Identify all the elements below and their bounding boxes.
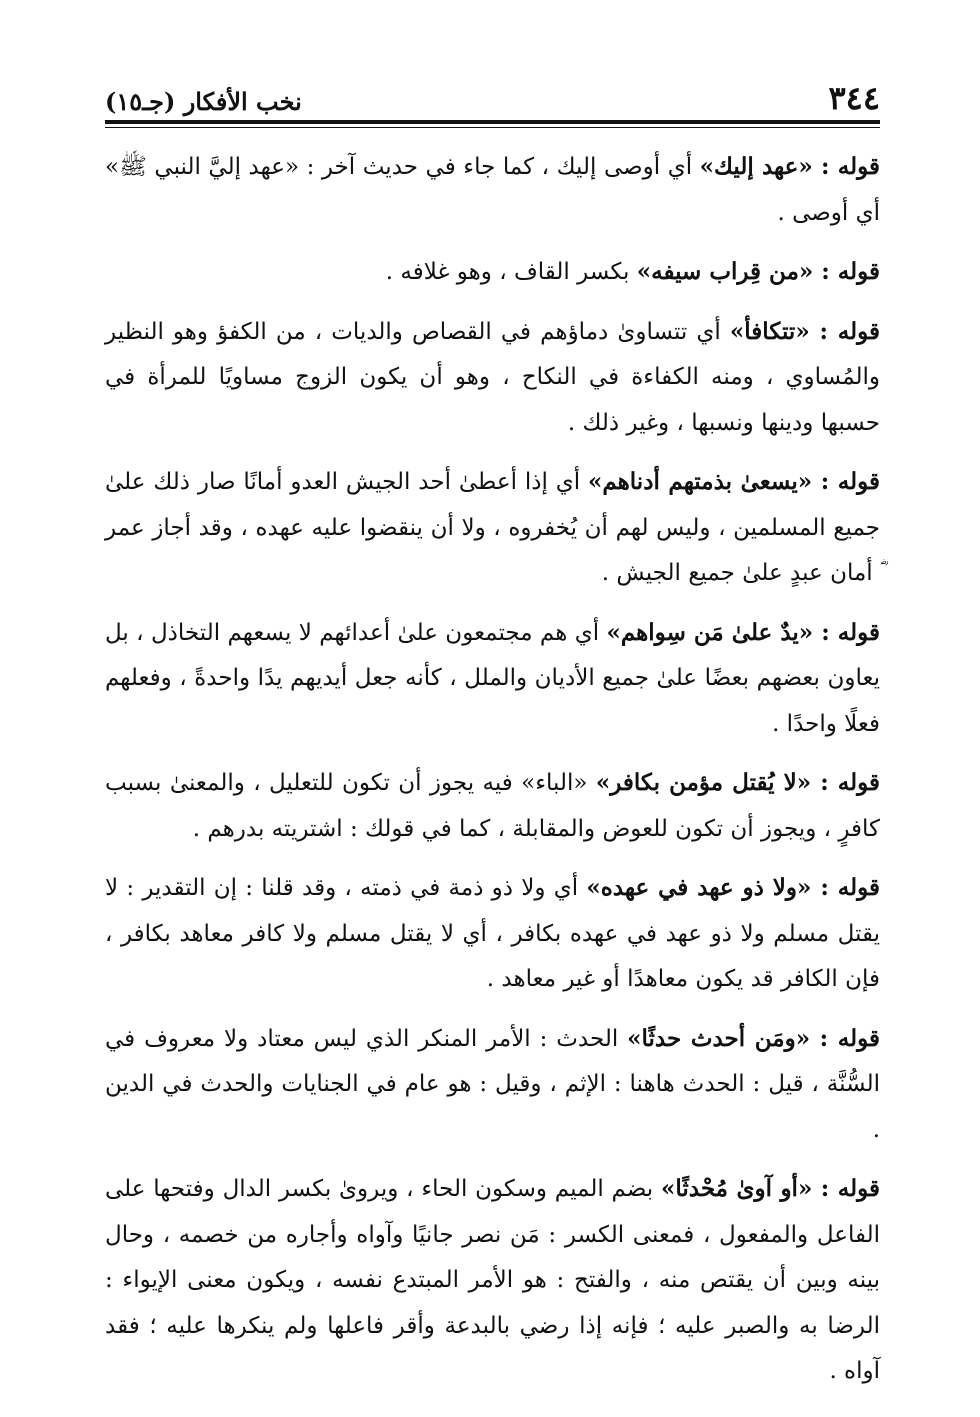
paragraph-text: أي ولا ذو ذمة في ذمته ، وقد قلنا : إن التقدير : لا يقتل مسلم ولا ذو عهد في عهده بكافر ، أي لا يقتل مسلم ولا كافر معاهد بكافر ، فإن الكافر قد يكون معاهدًا أو غير معاهد . <box>105 875 880 992</box>
paragraph-lead: قوله : <box>813 258 880 285</box>
hadith-quote: «ومَن أحدث حدثًا» <box>627 1024 811 1052</box>
page-header <box>105 60 880 118</box>
paragraph <box>105 1166 880 1395</box>
paragraph <box>105 865 880 1003</box>
body-text <box>105 144 880 1395</box>
paragraph-lead: قوله : <box>812 468 880 495</box>
header-rule-thick <box>105 120 880 124</box>
paragraph <box>105 760 880 852</box>
paragraph-lead: قوله : <box>809 317 880 345</box>
paragraph-lead: قوله : <box>812 1175 880 1202</box>
paragraph-text: أي أوصى إليك ، كما جاء في حديث آخر : «عهد إليَّ النبي ﷺ» أي أوصى . <box>105 154 880 226</box>
paragraph-text: أي هم مجتمعون علىٰ أعدائهم لا يسعهم التخاذل ، بل يعاون بعضهم بعضًا علىٰ جميع الأديان والملل ، كأنه جعل أيديهم يدًا واحدةً ، وفعلهم فعلًا واحدًا . <box>105 619 880 737</box>
book-page <box>105 60 880 1384</box>
hadith-quote: «عهد إليك» <box>699 153 813 180</box>
paragraph-text: أي تتساوىٰ دماؤهم في القصاص والديات ، من الكفؤ وهو النظير والمُساوي ، ومنه الكفاءة في النكاح ، وهو أن يكون الزوج مساويًا للمرأة في حسبها ودينها ونسبها ، وغير ذلك . <box>105 318 880 436</box>
paragraph <box>105 144 880 236</box>
paragraph-text: الحدث : الأمر المنكر الذي ليس معتاد ولا معروف في السُّنَّة ، قيل : الحدث هاهنا : الإثم ، وقيل : هو عام في الجنايات والحدث في الدين . <box>105 1025 880 1143</box>
paragraph <box>105 309 880 447</box>
page-number: ٣٤٤ <box>828 79 880 117</box>
hadith-quote: «تتكافأ» <box>729 317 810 345</box>
paragraph-text: أي إذا أعطىٰ أحد الجيش العدو أمانًا صار ذلك علىٰ جميع المسلمين ، وليس لهم أن يُخفروه ، ولا أن ينقضوا عليه عهده ، وقد أجاز عمر ؓ أمان عبدٍ علىٰ جميع الجيش . <box>105 469 880 586</box>
hadith-quote: «لا يُقتل مؤمن بكافر» <box>595 769 812 796</box>
paragraph <box>105 249 880 296</box>
paragraph-lead: قوله : <box>813 618 880 646</box>
paragraph-lead: قوله : <box>812 153 880 180</box>
running-title: نخب الأفكار (جـ١٥) <box>105 87 302 116</box>
paragraph-text: بضم الميم وسكون الحاء ، ويروىٰ بكسر الدال وفتحها على الفاعل والمفعول ، فمعنى الكسر : مَن نصر جانيًا وآواه وأجاره من خصمه ، وحال بينه وبين أن يقتص منه ، والفتح : هو الأمر المبتدع نفسه ، ويكون معنى الإيواء : الرضا به والصبر عليه ؛ فإنه إذا رضي بالبدعة وأقر فاعلها ولم ينكرها عليه ؛ فقد آواه . <box>105 1176 880 1384</box>
hadith-quote: «يدٌ علىٰ مَن سِواهم» <box>606 618 814 646</box>
paragraph <box>105 459 880 597</box>
paragraph <box>105 610 880 748</box>
paragraph-text: «الباء» فيه يجوز أن تكون للتعليل ، والمعنىٰ بسبب كافرٍ ، ويجوز أن تكون للعوض والمقابلة ، كما في قولك : اشتريته بدرهم . <box>105 770 880 842</box>
hadith-quote: «من قِراب سيفه» <box>636 258 814 285</box>
paragraph-lead: قوله : <box>810 1024 880 1052</box>
hadith-quote: «أو آوىٰ مُحْدثًا» <box>660 1175 813 1202</box>
paragraph-lead: قوله : <box>811 874 880 901</box>
paragraph <box>105 1016 880 1154</box>
header-rule-thin <box>105 127 880 128</box>
paragraph-text: بكسر القاف ، وهو غلافه . <box>385 259 637 285</box>
hadith-quote: «ولا ذو عهد في عهده» <box>586 874 812 901</box>
hadith-quote: «يسعىٰ بذمتهم أدناهم» <box>587 468 813 495</box>
paragraph-lead: قوله : <box>811 769 880 796</box>
